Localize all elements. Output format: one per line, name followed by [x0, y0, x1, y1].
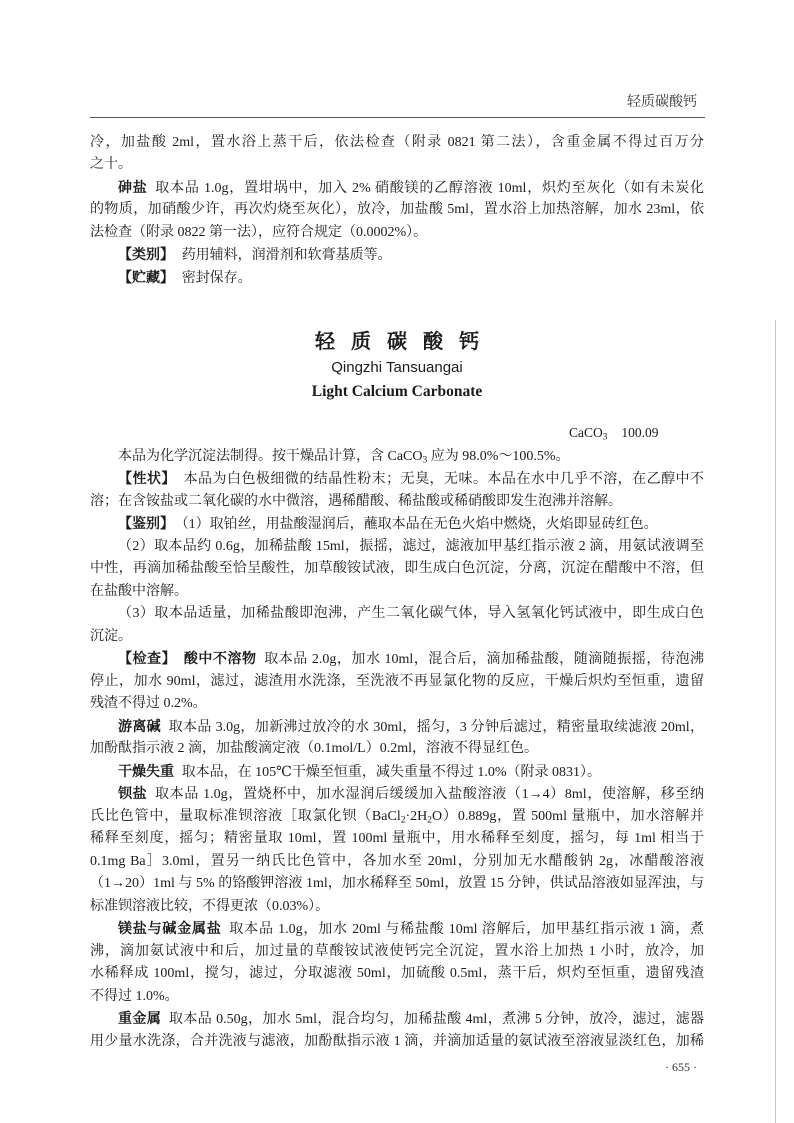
text-line: [90, 603, 704, 626]
monograph-body: [90, 446, 704, 1054]
text: 停止，加水 90ml，滤过，滤渣用水洗涤，至洗液不再显氯化物的反应，干燥后炽灼至恒重，遗留: [90, 673, 704, 689]
text-line: [90, 536, 704, 559]
text-line: [90, 851, 704, 874]
text: 溶；在含铵盐或二氧化碳的水中微溶，遇稀醋酸、稀盐酸或稀硝酸即发生泡沸并溶解。: [90, 493, 622, 509]
header-rule: [90, 117, 705, 118]
text-line: [90, 581, 704, 604]
previous-monograph-tail: [90, 132, 704, 290]
test-label: 干燥失重: [118, 763, 174, 780]
text-line: [90, 177, 704, 200]
text-line: [90, 1008, 704, 1031]
text: 取本品 1.0g，置烧杯中，加水湿润后缓缓加入盐酸溶液（1→4）8ml，使溶解，移至纳: [155, 787, 704, 803]
subscript: 2: [427, 815, 433, 826]
text-line: [90, 693, 704, 716]
section-label: 【类别】: [118, 247, 174, 264]
test-label: 钡盐: [118, 786, 148, 803]
section-label: 【检查】: [118, 651, 177, 668]
test-label: 游离碱: [118, 718, 162, 735]
text: 加酚酞指示液 2 滴，加盐酸滴定液（0.1mol/L）0.2ml，溶液不得显红色。: [90, 741, 538, 757]
molecular-weight: 100.09: [621, 425, 659, 440]
page-edge-line: [775, 320, 776, 1123]
text-line: [90, 154, 704, 177]
text-line: [90, 491, 704, 514]
text-line: [90, 513, 704, 536]
text-line: [90, 132, 704, 155]
text-line: [90, 267, 704, 290]
text: 密封保存。: [181, 270, 252, 286]
text-line: [90, 199, 704, 222]
test-label: 砷盐: [118, 179, 148, 196]
text-line: [90, 896, 704, 919]
text-line: [90, 558, 704, 581]
text: 应为 98.0%～100.5%。: [427, 448, 570, 464]
text: 之十。: [90, 157, 132, 173]
text-line: [90, 446, 704, 469]
text: （1）取铂丝，用盐酸湿润后，蘸取本品在无色火焰中燃烧，火焰即显砖红色。: [181, 517, 658, 533]
test-label: 重金属: [118, 1011, 162, 1028]
section-label: 【性状】: [118, 471, 176, 488]
text: （1→20）1ml 与 5% 的铬酸钾溶液 1ml，加水稀释至 50ml，放置 15 分钟，供试品溶液如显浑浊，与: [90, 876, 704, 892]
text: 水稀释成 100ml，搅匀，滤过，分取滤液 50ml，加硫酸 0.5ml，蒸干后，炽灼至恒重，遗留残渣: [90, 966, 704, 982]
text-line: [90, 222, 704, 245]
text: 取本品 1.0g，加水 20ml 与稀盐酸 10ml 溶解后，加甲基红指示液 1 滴，煮: [229, 922, 704, 938]
text-line: [90, 963, 704, 986]
text: 用少量水洗涤，合并洗液与滤液，加酚酞指示液 1 滴，并滴加适量的氨试液至溶液显淡红色，加稀: [90, 1033, 704, 1049]
test-label: 镁盐与碱金属盐: [118, 921, 222, 938]
text: （3）取本品适量，加稀盐酸即泡沸，产生二氧化碳气体，导入氢氧化钙试液中，即生成白色: [118, 606, 704, 622]
text: 残渣不得过 0.2%。: [90, 696, 207, 712]
text-line: [90, 941, 704, 964]
text-line: [90, 468, 704, 491]
text-line: [90, 806, 704, 829]
text-line: [90, 648, 704, 671]
text: 中性，再滴加稀盐酸至恰呈酸性，加草酸铵试液，即生成白色沉淀，分离，沉淀在醋酸中不溶，但: [90, 561, 704, 577]
text-line: [90, 738, 704, 761]
text: 取本品 2.0g，加水 10ml，混合后，滴加稀盐酸，随滴随振摇，待泡沸: [264, 652, 704, 668]
text: （2）取本品约 0.6g，加稀盐酸 15ml，振摇，滤过，滤液加甲基红指示液 2 滴，用氨试液调至: [118, 538, 704, 554]
text: O）0.889g，置 500ml 量瓶中，加水溶解并: [432, 808, 704, 824]
text-line: [90, 671, 704, 694]
molecular-formula: [569, 425, 658, 441]
text: 取本品 3.0g，加新沸过放冷的水 30ml，摇匀，3 分钟后滤过，精密量取续滤液 20ml，: [168, 719, 704, 735]
text: 药用辅料，润滑剂和软膏基质等。: [181, 248, 392, 264]
monograph-title-pinyin: Qingzhi Tansuangai: [331, 359, 463, 376]
subscript: 3: [422, 455, 428, 466]
text: 沸，滴加氨试液中和后，加过量的草酸铵试液使钙完全沉淀，置水浴上加热 1 小时，放冷，加: [90, 943, 704, 959]
text-line: [90, 761, 704, 784]
text-line: [90, 918, 704, 941]
text: 沉淀。: [90, 628, 132, 644]
subscript: 2: [400, 815, 406, 826]
section-label: 【鉴别】: [118, 516, 174, 533]
text-line: [90, 626, 704, 649]
text: 标准钡溶液比较，不得更浓（0.03%）。: [90, 898, 330, 914]
section-label: 【贮藏】: [118, 269, 174, 286]
text: 取本品 1.0g，置坩埚中，加入 2% 硝酸镁的乙醇溶液 10ml，炽灼至灰化（如有未炭化: [155, 180, 704, 196]
text: 法检查（附录 0822 第一法），应符合规定（0.0002%）。: [90, 224, 428, 240]
monograph-title-chinese: 轻质碳酸钙: [315, 329, 495, 353]
text: 冷，加盐酸 2ml，置水浴上蒸干后，依法检查（附录 0821 第二法），含重金属不得过百万分: [90, 134, 704, 150]
text: ·2H: [405, 808, 428, 824]
text: 取本品，在 105℃干燥至恒重，减失重量不得过 1.0%（附录 0831）。: [181, 764, 602, 780]
text: 0.1mg Ba］3.0ml，置另一纳氏比色管中，各加水至 20ml，分别加无水醋酸钠 2g，冰醋酸溶液: [90, 853, 704, 869]
text: 稀释至刻度，摇匀；精密量取 10ml，置 100ml 量瓶中，用水稀释至刻度，摇匀，每 1ml 相当于: [90, 831, 704, 847]
text-line: [90, 783, 704, 806]
text-line: [90, 873, 704, 896]
text: 本品为白色极细微的结晶性粉末；无臭，无味。本品在水中几乎不溶，在乙醇中不: [183, 472, 704, 488]
text-line: [90, 244, 704, 267]
page-number: · 655 ·: [665, 1060, 697, 1074]
test-label: 酸中不溶物: [183, 651, 257, 668]
running-title: 轻质碳酸钙: [627, 95, 697, 110]
text: 的物质，加硝酸少许，再次灼烧至灰化），放冷，加盐酸 5ml，置水浴上加热溶解，加水 23ml，依: [90, 202, 704, 218]
text: 本品为化学沉淀法制得。按干燥品计算，含 CaCO: [118, 448, 423, 464]
text: 不得过 1.0%。: [90, 988, 179, 1004]
text-line: [90, 1031, 704, 1054]
text-line: [90, 986, 704, 1009]
text-line: [90, 828, 704, 851]
text: 取本品 0.50g，加水 5ml，混合均匀，加稀盐酸 4ml，煮沸 5 分钟，放冷，滤过，滤器: [168, 1012, 704, 1028]
formula-base: CaCO: [569, 425, 603, 440]
text: 氏比色管中，量取标准钡溶液［取氯化钡（BaCl: [90, 808, 401, 824]
formula-subscript: 3: [602, 431, 608, 442]
monograph-title-english: Light Calcium Carbonate: [311, 383, 483, 400]
text-line: [90, 716, 704, 739]
text: 在盐酸中溶解。: [90, 583, 188, 599]
